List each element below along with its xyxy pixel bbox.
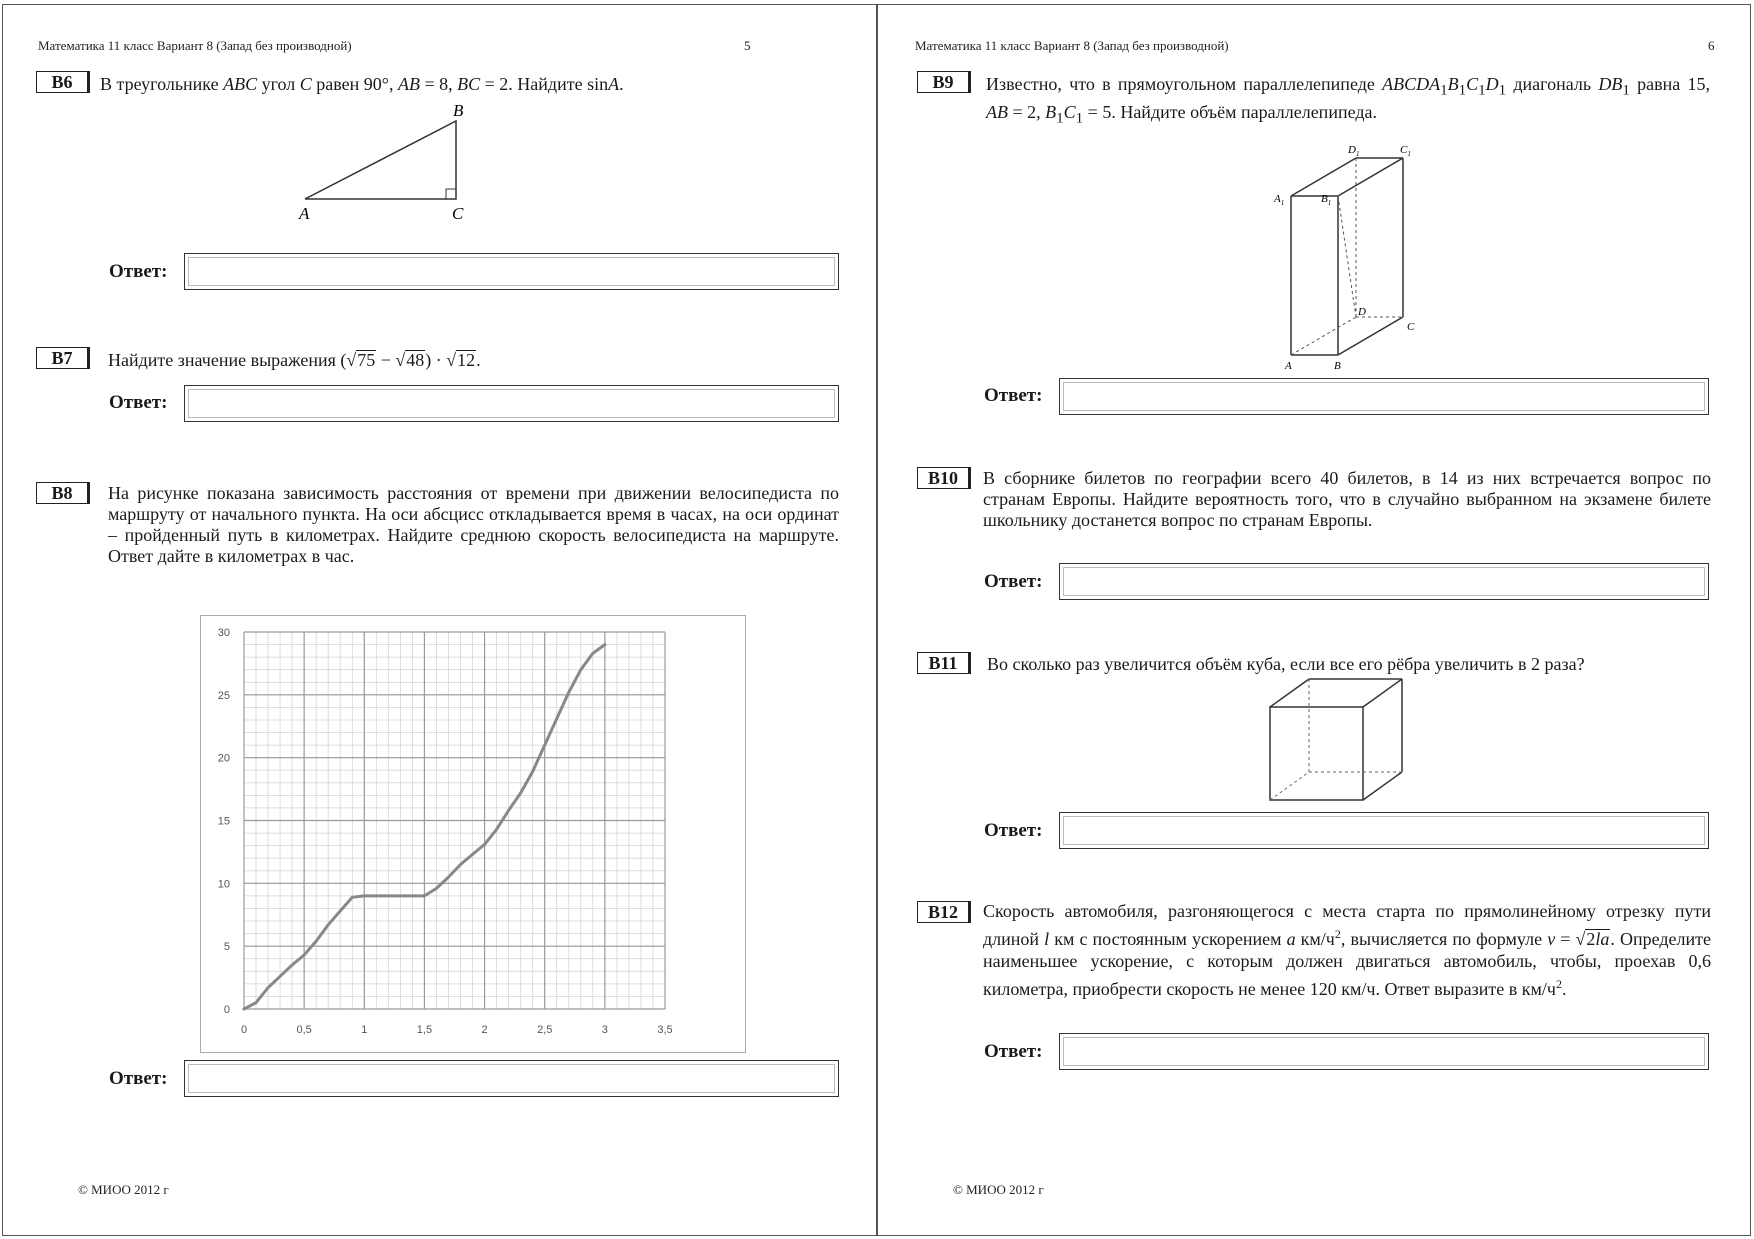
answer-field-b9[interactable]: [1059, 378, 1709, 415]
data-point: [400, 895, 401, 896]
data-point: [508, 810, 509, 811]
data-point: [568, 692, 569, 693]
y-tick-label: 30: [217, 627, 230, 639]
vertex-b: B: [1334, 360, 1341, 372]
question-text-b8: На рисунке показана зависимость расстояния от времени при движении велосипедиста по маршруту от начального пункта. На оси абсцисс откладывается время в часах, на оси ординат – пройденный путь в километрах. Найдите среднюю скорость велосипедиста на маршруте. Ответ дайте в километрах в час.: [108, 483, 839, 566]
data-point: [340, 910, 341, 911]
triangle-vertex-c: C: [452, 204, 464, 223]
vertex-d1: D: [1348, 144, 1356, 156]
svg-text:B1: $B_1$: [1321, 193, 1332, 207]
data-point: [412, 895, 413, 896]
data-point: [556, 718, 557, 719]
vertex-d: D: [1358, 306, 1366, 318]
data-point: [268, 987, 269, 988]
distance-time-chart: [200, 615, 746, 1053]
x-tick-label: 0: [240, 1024, 248, 1036]
page-header: Математика 11 класс Вариант 8 (Запад без производной): [915, 38, 1229, 53]
question-tag-b9: B9: [917, 71, 971, 93]
x-tick-label: 0,5: [296, 1024, 312, 1036]
question-tag-b12: B12: [917, 901, 971, 923]
data-point: [460, 864, 461, 865]
data-point: [496, 829, 497, 830]
svg-text:D1: $D_1$: [1348, 144, 1360, 158]
data-point: [280, 976, 281, 977]
answer-label-b7: Ответ:: [109, 392, 168, 413]
page-number: 6: [1708, 38, 1715, 53]
left-page: [2, 4, 877, 1236]
question-text-b10: В сборнике билетов по географии всего 40 билетов, в 14 из них встречается вопрос по странам Европы. Найдите вероятность того, что в случайно выбранном на экзамене билете школьнику достанется вопрос по странам Европы.: [983, 468, 1711, 530]
data-point: [472, 854, 473, 855]
vertex-a: A: [1285, 360, 1292, 372]
right-page: [877, 4, 1751, 1236]
answer-label-b10: Ответ:: [984, 571, 1043, 592]
data-point: [448, 877, 449, 878]
data-point: [604, 644, 605, 645]
vertex-c: C: [1407, 321, 1415, 333]
data-point: [376, 895, 377, 896]
svg-text:A1: $A_1$: [1274, 193, 1285, 207]
answer-label-b11: Ответ:: [984, 820, 1043, 841]
answer-field-b11[interactable]: [1059, 812, 1709, 849]
y-tick-label: 5: [223, 941, 230, 954]
answer-label-b12: Ответ:: [984, 1041, 1043, 1062]
question-text-b6: В треугольнике ABC угол C равен 90°, AB = 8, BC = 2. Найдите sinA.: [100, 74, 624, 94]
triangle-vertex-b: B: [453, 101, 464, 120]
answer-field-b8[interactable]: [184, 1060, 839, 1097]
question-text-b12: Скорость автомобиля, разгоняющегося с места старта по прямолинейному отрезку пути длиной l км с постоянным ускорением a $км/ч^2$, вычисляется по формуле v = √2la. Определите наименьшее ускорение, с которым должен двигаться автомобиль, чтобы, проехав 0,6 километра, приобрести скорость не менее 120 км/ч. Ответ выразите в $км/ч^2$.: [983, 901, 1712, 999]
answer-field-b10[interactable]: [1059, 563, 1709, 600]
answer-label-b9: Ответ:: [984, 385, 1043, 406]
answer-field-b6[interactable]: [184, 253, 839, 290]
y-tick-label: 20: [217, 752, 230, 765]
question-text-b11: Во сколько раз увеличится объём куба, если все его рёбра увеличить в 2 раза?: [987, 654, 1585, 674]
question-text-b7: Найдите значение выражения (√75 − √48) · √12.: [108, 350, 481, 370]
answer-label-b8: Ответ:: [109, 1068, 168, 1089]
x-tick-label: 1: [361, 1024, 368, 1036]
question-text-b9: Известно, что в прямоугольном параллелепипеде $ABCDA_1B_1C_1D_1$ диагональ $DB_1$ равна 15, AB = 2, $B_1C_1 = 5$. Найдите объём параллелепипеда.: [986, 74, 1710, 127]
answer-field-b7[interactable]: [184, 385, 839, 422]
y-tick-label: 10: [217, 878, 230, 891]
data-point: [580, 669, 581, 670]
x-tick-label: 2: [481, 1024, 488, 1036]
question-tag-b6: B6: [36, 71, 90, 93]
data-point: [316, 941, 317, 942]
question-tag-b8: B8: [36, 482, 90, 504]
data-point: [424, 895, 425, 896]
answer-label-b6: Ответ:: [109, 261, 168, 282]
x-tick-label: 2,5: [537, 1024, 553, 1036]
page-number: 5: [744, 38, 751, 53]
chart-frame: [201, 616, 746, 1053]
question-tag-b10: B10: [917, 467, 971, 489]
y-tick-label: 15: [217, 815, 230, 828]
data-point: [292, 964, 293, 965]
data-point: [532, 771, 533, 772]
page-header: Математика 11 класс Вариант 8 (Запад без производной): [38, 38, 352, 53]
data-point: [520, 792, 521, 793]
x-tick-label: 3: [601, 1024, 608, 1036]
data-point: [388, 895, 389, 896]
x-tick-label: 1,5: [416, 1024, 433, 1036]
data-point: [364, 895, 365, 896]
y-tick-label: 0: [223, 1004, 230, 1016]
data-point: [328, 924, 329, 925]
x-tick-label: 3,5: [657, 1024, 673, 1036]
answer-field-b12[interactable]: [1059, 1033, 1709, 1070]
parallelepiped-figure: [1270, 139, 1430, 379]
page-footer: © МИОО 2012 г: [78, 1182, 169, 1197]
data-point: [544, 745, 545, 746]
svg-text:C1: $C_1$: [1400, 144, 1411, 158]
data-point: [484, 844, 485, 845]
data-point: [592, 653, 593, 654]
question-tag-b7: B7: [36, 347, 90, 369]
page-footer: © МИОО 2012 г: [953, 1182, 1044, 1197]
triangle-vertex-a: A: [299, 204, 310, 223]
data-point: [436, 888, 437, 889]
data-point: [243, 1008, 244, 1009]
y-tick-label: 25: [217, 689, 230, 702]
vertex-b1: B: [1321, 193, 1328, 205]
triangle-figure: [293, 97, 493, 247]
data-point: [352, 897, 353, 898]
question-tag-b11: B11: [917, 652, 971, 674]
vertex-c1: C: [1400, 144, 1408, 156]
vertex-a1: A: [1274, 193, 1281, 205]
cube-figure: [1258, 675, 1428, 807]
data-point: [304, 954, 305, 955]
data-point: [255, 1002, 256, 1003]
